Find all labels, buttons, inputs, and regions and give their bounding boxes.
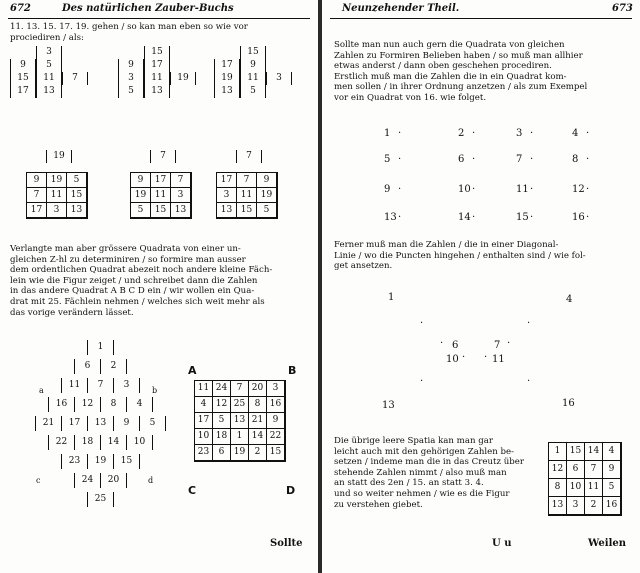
grid-cell: 12 (74, 397, 100, 412)
grid-cell (118, 46, 144, 59)
diag-number: 6 (452, 340, 459, 351)
grid-cell: 15 (151, 203, 171, 218)
dot-mark: · (472, 184, 476, 195)
dot-mark: · (530, 184, 534, 195)
right-paragraph-1 (334, 40, 632, 104)
square-top-number (46, 150, 72, 163)
dot-mark: · (530, 154, 534, 165)
left-header-rule (8, 18, 310, 19)
grid-cell: 7 (236, 150, 262, 163)
para-line: Ferner muß man die Zahlen / die in einer Diagonal- (334, 240, 559, 250)
grid-cell: 15 (237, 203, 257, 218)
grid-cell: 19 (46, 150, 72, 163)
grid-cell: 12 (213, 397, 231, 413)
diag-number: 1 (388, 292, 395, 303)
corner-label-c: c (36, 476, 41, 485)
dot-mark: · (586, 154, 590, 165)
grid-cell: 3 (113, 378, 139, 393)
grid-cell: 17 (61, 416, 87, 431)
grid-cell: 11 (585, 479, 603, 497)
grid-cell: 2 (249, 445, 267, 461)
grid-cell: 8 (249, 397, 267, 413)
diamond-row (48, 397, 153, 412)
grid-cell: 13 (231, 413, 249, 429)
grid-cell (62, 46, 88, 59)
grid-cell: 5 (131, 203, 151, 218)
abcd-label-d: D (286, 484, 296, 497)
corner-label-b: b (152, 386, 158, 395)
signature-mark: U u (492, 538, 512, 549)
intro-line: prociediren / als: (10, 32, 84, 43)
grid-cell: 8 (549, 479, 567, 497)
grid-cell: 13 (67, 203, 87, 218)
diag-number: 7 (494, 340, 501, 351)
left-page (0, 0, 318, 573)
grid-cell: 13 (214, 85, 240, 98)
para-line: gleichen Z-hl zu determiniren / so formire man ausser (10, 254, 246, 265)
diag-number: 16 (562, 398, 575, 409)
grid-cell: 14 (249, 429, 267, 445)
grid-cell: 5 (118, 85, 144, 98)
dot-mark: · (398, 212, 402, 223)
dot-number: 5 (384, 154, 391, 165)
grid-cell: 21 (249, 413, 267, 429)
grid-cell: 25 (231, 397, 249, 413)
grid-cell: 10 (126, 435, 152, 450)
right-catchword: Weilen (588, 538, 627, 549)
para-line: stehende Zahlen nimmt / also muß man (334, 467, 507, 478)
grid-cell: 9 (113, 416, 139, 431)
grid-cell: 15 (267, 445, 285, 461)
grid-cell: 3 (47, 203, 67, 218)
para-line: und so weiter nehmen / wie es die Figur (334, 488, 510, 499)
dot-number: 11 (516, 184, 529, 195)
grid-cell: 18 (74, 435, 100, 450)
grid-cell: 3 (36, 46, 62, 59)
grid-cell: 20 (249, 381, 267, 397)
grid-cell: 9 (118, 59, 144, 72)
dot-number: 6 (458, 154, 465, 165)
diag-number: 11 (492, 354, 505, 365)
intro-line: 11. 13. 15. 17. 19. gehen / so kan man eben so wie vor (10, 22, 248, 32)
grid-cell: 15 (113, 454, 139, 469)
grid-cell: 16 (48, 397, 74, 412)
grid-cell: 17 (195, 413, 213, 429)
para-line: Die übrige leere Spatia kan man gar (334, 436, 493, 446)
dot-number: 14 (458, 212, 471, 223)
dot-mark: · (586, 212, 590, 223)
para-line: Linie / wo die Puncten hingehen / enthalten sind / wie fol- (334, 250, 586, 261)
diamond-row (35, 416, 166, 431)
grid-cell: 3 (171, 188, 191, 203)
grid-cell (214, 46, 240, 59)
grid-cell: 9 (267, 413, 285, 429)
right-running-head: Neunzehender Theil. (342, 3, 460, 14)
grid-cell: 5 (240, 85, 266, 98)
grid-cell (170, 46, 196, 59)
dot-mark: · (530, 212, 534, 223)
right-header-rule (330, 18, 632, 19)
magic-square-3x3 (130, 172, 192, 219)
diag-number: 10 (446, 354, 459, 365)
dot-number: 13 (384, 212, 397, 223)
grid-cell: 4 (195, 397, 213, 413)
grid-cell: 4 (603, 443, 621, 461)
grid-cell: 15 (144, 46, 170, 59)
grid-cell: 21 (35, 416, 61, 431)
grid-cell: 1 (87, 340, 113, 355)
para-line: etwas anderst / dann oben geschehen procediren. (334, 61, 552, 72)
grid-cell: 17 (217, 173, 237, 188)
grid-cell: 7 (150, 150, 176, 163)
para-line: Sollte man nun auch gern die Quadrata von gleichen (334, 40, 565, 50)
grid-cell (266, 85, 292, 98)
final-magic-square (548, 442, 622, 516)
grid-cell: 20 (100, 473, 126, 488)
grid-cell (62, 85, 88, 98)
grid-cell: 17 (10, 85, 36, 98)
grid-cell: 2 (585, 497, 603, 515)
left-catchword: Sollte (270, 538, 303, 549)
grid-cell: 2 (100, 359, 126, 374)
grid-cell: 17 (144, 59, 170, 72)
dot-number: 7 (516, 154, 523, 165)
grid-cell: 19 (131, 188, 151, 203)
dot-mark: · (398, 128, 402, 139)
grid-cell: 3 (217, 188, 237, 203)
para-line: setzen / indeme man die in das Creutz über (334, 457, 524, 468)
grid-cell: 6 (213, 445, 231, 461)
diamond-row (61, 454, 140, 469)
corner-label-a: a (39, 386, 44, 395)
grid-cell: 1 (231, 429, 249, 445)
grid-cell: 7 (62, 72, 88, 85)
abcd-label-b: B (288, 364, 297, 377)
para-line: Erstlich muß man die Zahlen die in ein Quadrat kom- (334, 71, 567, 82)
grid-cell: 7 (27, 188, 47, 203)
grid-cell: 11 (61, 378, 87, 393)
grid-cell: 16 (603, 497, 621, 515)
para-line: leicht auch mit den gehörigen Zahlen be- (334, 446, 515, 457)
magic-square-3x3 (216, 172, 278, 219)
grid-cell: 12 (549, 461, 567, 479)
grid-cell: 5 (67, 173, 87, 188)
grid-cell: 7 (585, 461, 603, 479)
diamond-row (74, 473, 127, 488)
grid-cell: 1 (549, 443, 567, 461)
grid-cell: 11 (195, 381, 213, 397)
grid-cell: 15 (10, 72, 36, 85)
grid-cell: 15 (240, 46, 266, 59)
grid-cell: 7 (237, 173, 257, 188)
grid-cell: 11 (240, 72, 266, 85)
para-line: Verlangte man aber grössere Quadrata von einer un- (10, 244, 241, 254)
diamond-row (61, 378, 140, 393)
para-line: an statt des 2en / 15. an statt 3. 4. (334, 478, 484, 489)
grid-cell: 11 (36, 72, 62, 85)
grid-cell (10, 46, 36, 59)
corner-label-d: d (148, 476, 154, 485)
right-page-number: 673 (612, 3, 633, 14)
grid-cell: 11 (151, 188, 171, 203)
dot-number: 15 (516, 212, 529, 223)
right-paragraph-2 (334, 240, 632, 272)
right-page: Neunzehender Theil. 673 Sollte man nun auch gern die Quadrata von gleichen Zahlen zu Formiren Belieben haben / so muß man allhier etwas anderst / dann oben geschehen procediren. Erstlich muß man die Zahlen die in ein Quadrat kom- men sollen / in ihrer Ordnung anzetzen / als zum Exempel vor ein Quadrat von 16. wie folget. 1 · 2 · 3 · 4 · 5 · 6 · 7 · 8 · 9 · 10 · 11 · 12 · 13 · 14 · 15 · 16 · Ferner muß man die Zahlen / die in einer Diagonal- Linie / wo die Puncten hingehen / enthalten sind / wie fol- get ansetzen. 1 4 6 7 10 11 13 16 · · · · · · · · Die übrige leere Spatia kan man gar leicht auch mit den gehörigen Zahlen be- setzen / indeme man die in das Creutz über stehende Zahlen nimmt / also muß man an statt des 2en / 15. an statt 3. 4. und so weiter nehmen / wie es die Figur zu verstehen giebet. 1 15 14 4 12 6 7 9 8 10 11 5 13 3 2 16 U u Weilen (322, 0, 640, 573)
grid-cell: 5 (213, 413, 231, 429)
abcd-square (194, 380, 286, 462)
left-intro (10, 22, 310, 43)
para-line: get ansetzen. (334, 261, 393, 272)
grid-cell: 10 (195, 429, 213, 445)
grid-cell: 19 (231, 445, 249, 461)
stepped-square (10, 46, 88, 98)
grid-cell: 15 (567, 443, 585, 461)
grid-cell (170, 85, 196, 98)
grid-cell: 13 (217, 203, 237, 218)
grid-cell: 22 (48, 435, 74, 450)
dot-number: 1 (384, 128, 391, 139)
square-top-number (236, 150, 262, 163)
grid-cell: 8 (100, 397, 126, 412)
dot-mark: · (530, 128, 534, 139)
grid-cell (170, 59, 196, 72)
grid-cell: 19 (170, 72, 196, 85)
dot-mark: · (586, 128, 590, 139)
grid-cell: 13 (171, 203, 191, 218)
grid-cell: 9 (240, 59, 266, 72)
dot-mark: · (472, 128, 476, 139)
dot-mark: · (472, 154, 476, 165)
dot-number: 16 (572, 212, 585, 223)
grid-cell: 11 (144, 72, 170, 85)
grid-cell: 23 (61, 454, 87, 469)
para-line: zu verstehen giebet. (334, 499, 423, 510)
para-line: Zahlen zu Formiren Belieben haben / so muß man allhier (334, 50, 583, 61)
grid-cell (266, 46, 292, 59)
grid-cell: 17 (27, 203, 47, 218)
dot-mark: · (398, 154, 402, 165)
grid-cell: 15 (67, 188, 87, 203)
grid-cell: 14 (100, 435, 126, 450)
grid-cell: 3 (266, 72, 292, 85)
grid-cell (62, 59, 88, 72)
para-line: vor ein Quadrat von 16. wie folget. (334, 92, 487, 103)
grid-cell: 14 (585, 443, 603, 461)
grid-cell: 25 (87, 492, 113, 507)
grid-cell: 7 (87, 378, 113, 393)
grid-cell: 11 (47, 188, 67, 203)
grid-cell: 19 (47, 173, 67, 188)
grid-cell: 17 (214, 59, 240, 72)
grid-cell: 3 (567, 497, 585, 515)
grid-cell: 24 (213, 381, 231, 397)
dot-number: 8 (572, 154, 579, 165)
grid-cell: 11 (237, 188, 257, 203)
dot-mark: · (586, 184, 590, 195)
grid-cell: 6 (567, 461, 585, 479)
dot-mark: · (472, 212, 476, 223)
grid-cell: 6 (74, 359, 100, 374)
left-running-head: Des natürlichen Zauber-Buchs (62, 3, 234, 14)
grid-cell: 5 (603, 479, 621, 497)
grid-cell: 3 (267, 381, 285, 397)
grid-cell: 9 (27, 173, 47, 188)
grid-cell: 24 (74, 473, 100, 488)
grid-cell: 13 (144, 85, 170, 98)
grid-cell: 7 (231, 381, 249, 397)
diamond-row (87, 340, 114, 355)
grid-cell: 19 (87, 454, 113, 469)
grid-cell: 13 (36, 85, 62, 98)
grid-cell: 17 (151, 173, 171, 188)
grid-cell: 19 (257, 188, 277, 203)
grid-cell: 10 (567, 479, 585, 497)
dot-number: 2 (458, 128, 465, 139)
grid-cell: 9 (131, 173, 151, 188)
grid-cell: 18 (213, 429, 231, 445)
grid-cell: 4 (126, 397, 152, 412)
grid-cell: 9 (10, 59, 36, 72)
square-top-number (150, 150, 176, 163)
para-line: men sollen / in ihrer Ordnung anzetzen / als zum Exempel (334, 82, 588, 93)
left-paragraph (10, 244, 310, 318)
diamond-row (74, 359, 127, 374)
magic-square-3x3 (26, 172, 88, 219)
grid-cell: 16 (267, 397, 285, 413)
stepped-square (118, 46, 196, 98)
grid-cell: 5 (36, 59, 62, 72)
grid-cell: 7 (171, 173, 191, 188)
para-line: das vorige verändern lässet. (10, 307, 134, 318)
grid-cell: 9 (603, 461, 621, 479)
diag-number: 13 (382, 400, 395, 411)
dot-number: 12 (572, 184, 585, 195)
grid-cell (266, 59, 292, 72)
diamond-row (87, 492, 114, 507)
abcd-label-c: C (188, 484, 197, 497)
dot-number: 9 (384, 184, 391, 195)
grid-cell: 5 (257, 203, 277, 218)
dot-number: 3 (516, 128, 523, 139)
para-line: dem ordentlichen Quadrat abezeit noch andere kleine Fäch- (10, 265, 273, 276)
grid-cell: 19 (214, 72, 240, 85)
diamond-row (48, 435, 153, 450)
dot-number: 10 (458, 184, 471, 195)
dot-number: 4 (572, 128, 579, 139)
para-line: drat mit 25. Fächlein nehmen / welches sich weit mehr als (10, 296, 265, 307)
right-paragraph-3 (334, 436, 540, 510)
grid-cell: 9 (257, 173, 277, 188)
dot-mark: · (398, 184, 402, 195)
left-page-number: 672 (10, 3, 31, 14)
grid-cell: 5 (139, 416, 165, 431)
diag-number: 4 (566, 294, 573, 305)
grid-cell: 13 (549, 497, 567, 515)
grid-cell: 23 (195, 445, 213, 461)
para-line: lein wie die Figur zeiget / und schreibet dann die Zahlen (10, 275, 258, 286)
abcd-label-a: A (188, 364, 197, 377)
stepped-square (214, 46, 292, 98)
grid-cell: 3 (118, 72, 144, 85)
grid-cell: 22 (267, 429, 285, 445)
grid-cell: 13 (87, 416, 113, 431)
para-line: in das andere Quadrat A B C D ein / wir wollen ein Qua- (10, 286, 255, 297)
